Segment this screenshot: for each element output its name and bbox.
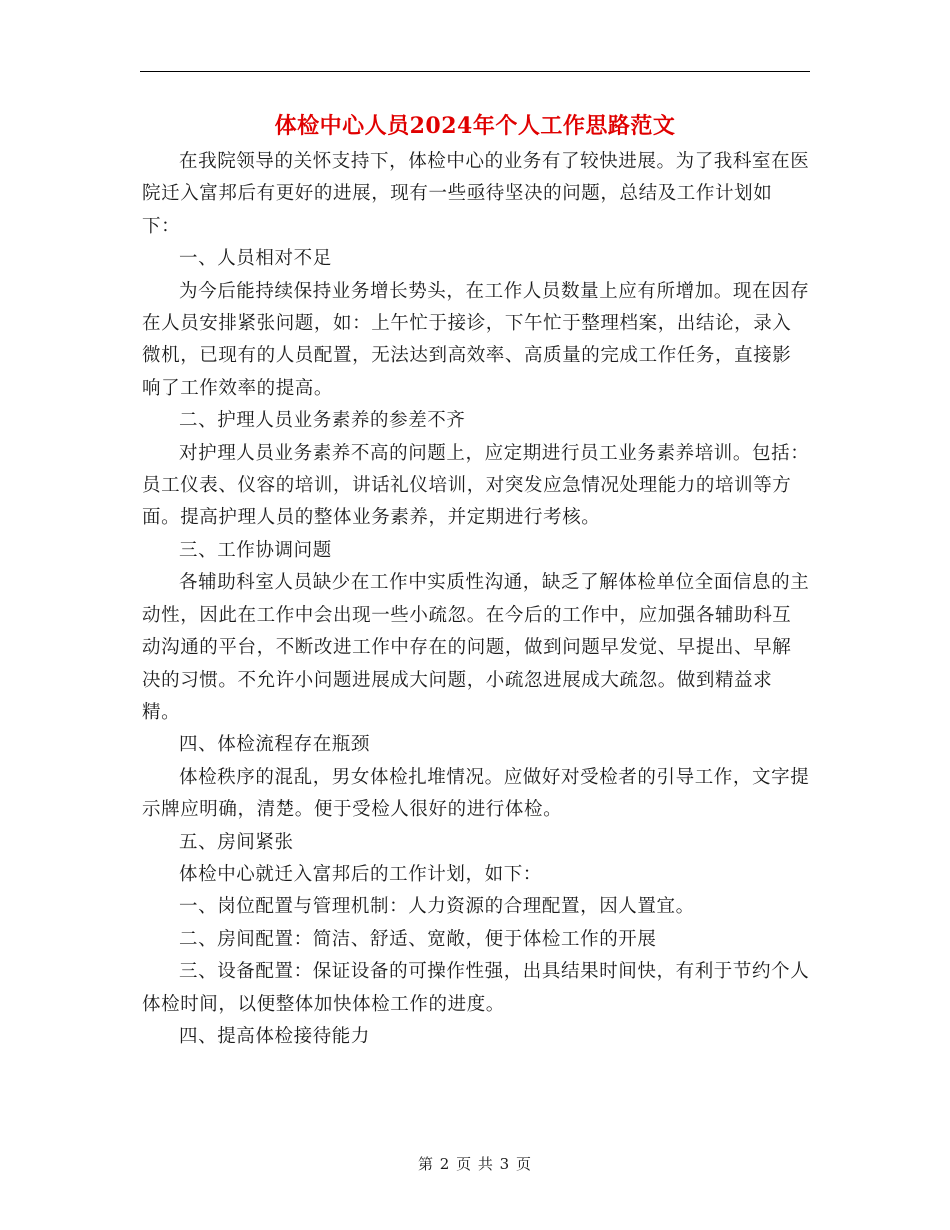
paragraph: 对护理人员业务素养不高的问题上，应定期进行员工业务素养培训。包括：员工仪表、仪容的培训，讲话礼仪培训，对突发应急情况处理能力的培训等方面。提高护理人员的整体业务素养，并定期进行考核。 <box>142 442 810 529</box>
paragraph: 各辅助科室人员缺少在工作中实质性沟通，缺乏了解体检单位全面信息的主动性，因此在工作中会出现一些小疏忽。在今后的工作中，应加强各辅助科互动沟通的平台，不断改进工作中存在的问题，做到问题早发觉、早提出、早解决的习惯。不允许小问题进展成大问题，小疏忽进展成大疏忽。做到精益求精。 <box>142 572 810 723</box>
paragraph: 体检中心就迁入富邦后的工作计划，如下： <box>179 863 542 885</box>
paragraph: 体检秩序的混乱，男女体检扎堆情况。应做好对受检者的引导工作，文字提示牌应明确，清楚。便于受检人很好的进行体检。 <box>142 766 810 821</box>
list-item: 二、房间配置：简洁、舒适、宽敞，便于体检工作的开展 <box>179 928 657 950</box>
list-item: 四、提高体检接待能力 <box>179 1025 371 1047</box>
section-heading: 三、工作协调问题 <box>179 539 332 561</box>
section-heading: 一、人员相对不足 <box>179 248 332 270</box>
page-footer: 第 2 页 共 3 页 <box>418 1155 532 1173</box>
paragraph: 为今后能持续保持业务增长势头，在工作人员数量上应有所增加。现在因存在人员安排紧张问题，如：上午忙于接诊，下午忙于整理档案，出结论，录入微机，已现有的人员配置，无法达到高效率、高质量的完成工作任务，直接影响了工作效率的提高。 <box>142 280 810 399</box>
list-item: 一、岗位配置与管理机制：人力资源的合理配置，因人置宜。 <box>179 896 695 918</box>
paragraph: 在我院领导的关怀支持下，体检中心的业务有了较快进展。为了我科室在医院迁入富邦后有更好的进展，现有一些亟待坚决的问题，总结及工作计划如下： <box>142 151 810 237</box>
section-heading: 二、护理人员业务素养的参差不齐 <box>179 410 466 432</box>
list-item: 三、设备配置：保证设备的可操作性强，出具结果时间快，有利于节约个人体检时间，以便整体加快体检工作的进度。 <box>142 961 810 1015</box>
document-title: 体检中心人员2024年个人工作思路范文 <box>274 113 676 139</box>
section-heading: 四、体检流程存在瓶颈 <box>179 734 371 756</box>
section-heading: 五、房间紧张 <box>179 831 294 853</box>
document-body <box>142 146 810 1053</box>
header-rule <box>140 71 810 72</box>
